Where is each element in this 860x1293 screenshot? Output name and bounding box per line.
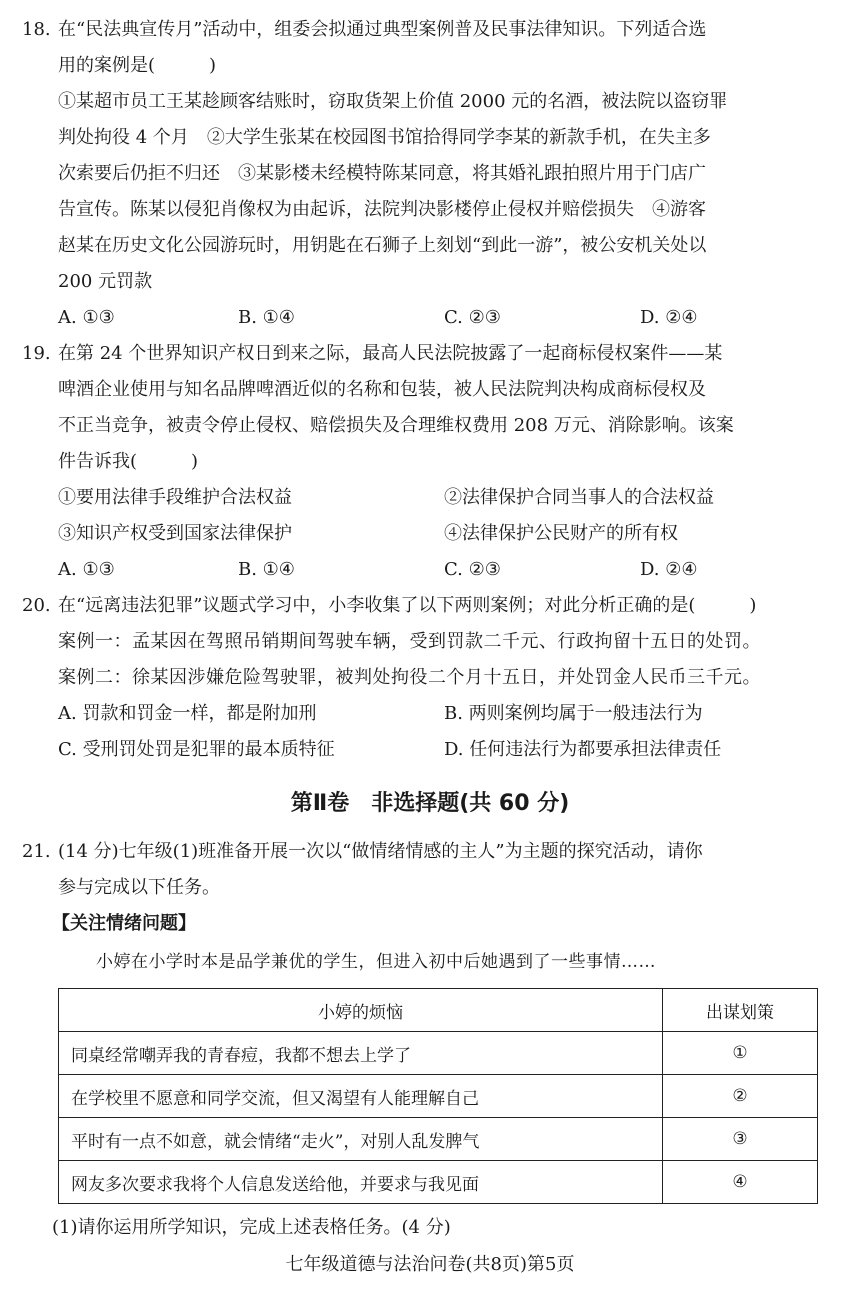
- q19-statement-2: ②法律保护合同当事人的合法权益: [444, 487, 714, 508]
- table-cell-worry: 在学校里不愿意和同学交流，但又渴望有人能理解自己: [59, 1075, 663, 1118]
- q19-option-a: A. ①③: [58, 559, 115, 580]
- q19-option-b: B. ①④: [238, 559, 295, 580]
- q20-option-d: D. 任何违法行为都要承担法律责任: [444, 739, 722, 760]
- table-cell-advice: ④: [663, 1161, 818, 1204]
- q18-option-c: C. ②③: [444, 307, 501, 328]
- q21-intro: 小婷在小学时本是品学兼优的学生，但进入初中后她遇到了一些事情……: [96, 952, 656, 972]
- q20-stem: 在“远离违法犯罪”议题式学习中，小李收集了以下两则案例；对此分析正确的是( ): [58, 595, 757, 616]
- q21-line-1: (14 分)七年级(1)班准备开展一次以“做情绪情感的主人”为主题的探究活动，请你: [58, 841, 703, 862]
- q20-case-2: 案例二：徐某因涉嫌危险驾驶罪，被判处拘役二个月十五日，并处罚金人民币三千元。: [58, 667, 761, 688]
- q21-line-2: 参与完成以下任务。: [58, 877, 220, 898]
- table-row: [59, 1075, 818, 1118]
- q21-subquestion-1: (1)请你运用所学知识，完成上述表格任务。(4 分): [52, 1217, 451, 1238]
- q18-option-d: D. ②④: [640, 307, 698, 328]
- q19-option-d: D. ②④: [640, 559, 698, 580]
- table-header-advice: 出谋划策: [663, 989, 818, 1032]
- table-cell-advice: ②: [663, 1075, 818, 1118]
- q19-statement-3: ③知识产权受到国家法律保护: [58, 523, 292, 544]
- table-cell-worry: 平时有一点不如意，就会情绪“走火”，对别人乱发脾气: [59, 1118, 663, 1161]
- q18-line-6: 告宣传。陈某以侵犯肖像权为由起诉，法院判决影楼停止侵权并赔偿损失 ④游客: [58, 199, 706, 220]
- worry-table: [58, 988, 818, 1204]
- q18-number: 18.: [22, 19, 51, 40]
- q18-line-3: ①某超市员工王某趁顾客结账时，窃取货架上价值 2000 元的名酒，被法院以盗窃罪: [58, 91, 728, 112]
- table-cell-worry: 网友多次要求我将个人信息发送给他，并要求与我见面: [59, 1161, 663, 1204]
- q18-option-a: A. ①③: [58, 307, 115, 328]
- q18-line-8: 200 元罚款: [58, 271, 153, 292]
- table-cell-advice: ①: [663, 1032, 818, 1075]
- q21-subheading: 【关注情绪问题】: [52, 913, 196, 934]
- q18-line-5: 次索要后仍拒不归还 ③某影楼未经模特陈某同意，将其婚礼跟拍照片用于门店广: [58, 163, 706, 184]
- q18-line-4: 判处拘役 4 个月 ②大学生张某在校园图书馆拾得同学李某的新款手机，在失主多: [58, 127, 711, 148]
- q18-line-7: 赵某在历史文化公园游玩时，用钥匙在石狮子上刻划“到此一游”，被公安机关处以: [58, 235, 707, 256]
- q21-number: 21.: [22, 841, 51, 862]
- q20-case-1: 案例一：孟某因在驾照吊销期间驾驶车辆，受到罚款二千元、行政拘留十五日的处罚。: [58, 631, 761, 652]
- table-header-worry: 小婷的烦恼: [59, 989, 663, 1032]
- q20-option-c: C. 受刑罚处罚是犯罪的最本质特征: [58, 739, 335, 760]
- table-row: [59, 1161, 818, 1204]
- q19-line-4: 件告诉我( ): [58, 451, 199, 472]
- table-row: [59, 1032, 818, 1075]
- q19-statement-4: ④法律保护公民财产的所有权: [444, 523, 678, 544]
- page-footer: 七年级道德与法治问卷(共8页)第5页: [285, 1254, 575, 1275]
- q19-line-3: 不正当竞争，被责令停止侵权、赔偿损失及合理维权费用 208 万元、消除影响。该案: [58, 415, 734, 436]
- section-title: 第Ⅱ卷 非选择题(共 60 分): [290, 791, 570, 816]
- q19-line-1: 在第 24 个世界知识产权日到来之际，最高人民法院披露了一起商标侵权案件——某: [58, 343, 723, 364]
- q19-statement-1: ①要用法律手段维护合法权益: [58, 487, 292, 508]
- q19-line-2: 啤酒企业使用与知名品牌啤酒近似的名称和包装，被人民法院判决构成商标侵权及: [58, 379, 706, 400]
- q20-number: 20.: [22, 595, 51, 616]
- q18-line-2: 用的案例是( ): [58, 55, 217, 76]
- table-cell-worry: 同桌经常嘲弄我的青春痘，我都不想去上学了: [59, 1032, 663, 1075]
- q18-line-1: 在“民法典宣传月”活动中，组委会拟通过典型案例普及民事法律知识。下列适合选: [58, 19, 707, 40]
- table-header-row: [59, 989, 818, 1032]
- q19-number: 19.: [22, 343, 51, 364]
- q18-option-b: B. ①④: [238, 307, 295, 328]
- table-cell-advice: ③: [663, 1118, 818, 1161]
- q20-option-a: A. 罚款和罚金一样，都是附加刑: [58, 703, 317, 724]
- table-row: [59, 1118, 818, 1161]
- q20-option-b: B. 两则案例均属于一般违法行为: [444, 703, 703, 724]
- q19-option-c: C. ②③: [444, 559, 501, 580]
